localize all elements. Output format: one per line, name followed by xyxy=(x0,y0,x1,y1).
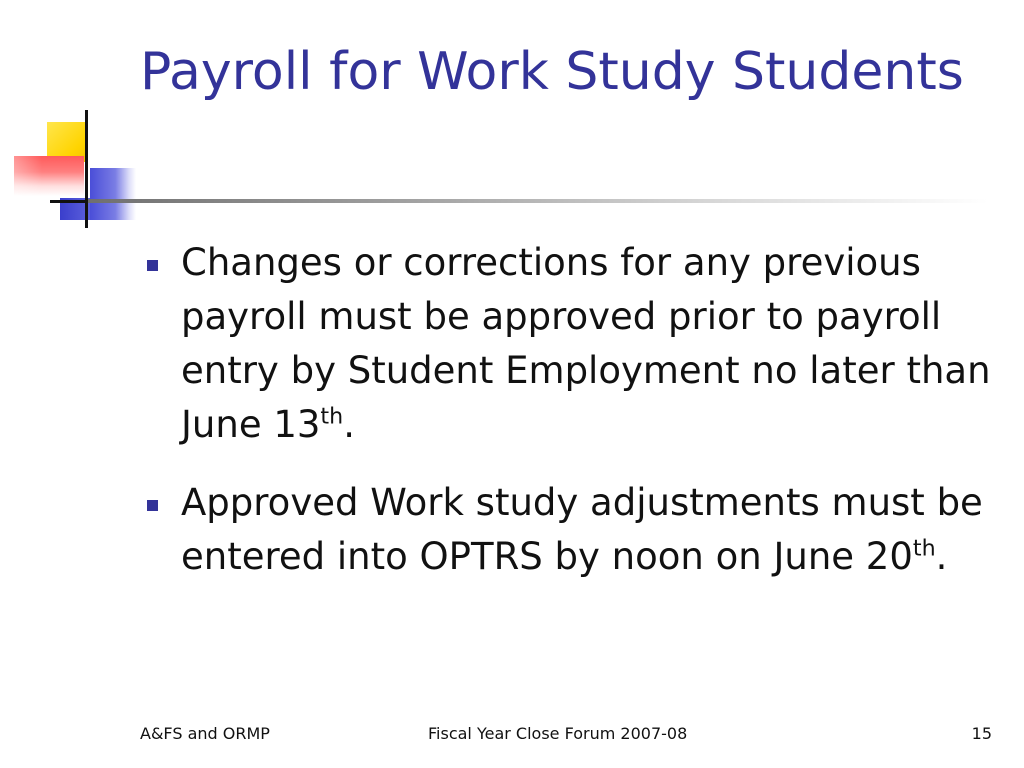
title-divider xyxy=(88,199,988,203)
logo-blue-square xyxy=(90,168,136,220)
bullet-square-icon xyxy=(147,260,158,271)
ordinal-superscript: th xyxy=(912,535,936,562)
slide-title: Payroll for Work Study Students xyxy=(140,42,964,102)
bullet-list xyxy=(142,236,1002,584)
bullet-square-icon xyxy=(147,500,158,511)
slide-footer xyxy=(0,724,1024,748)
bullet-text: Approved Work study adjustments must be entered into OPTRS by noon on June 20th. xyxy=(181,481,983,578)
slide-number: 15 xyxy=(971,724,992,743)
bullet-item xyxy=(142,236,1002,452)
bullet-item xyxy=(142,476,1002,584)
bullet-text: Changes or corrections for any previous payroll must be approved prior to payroll entry by Student Employment no later than June 13th. xyxy=(181,241,991,446)
ordinal-superscript: th xyxy=(320,403,344,430)
footer-event-title: Fiscal Year Close Forum 2007-08 xyxy=(428,724,688,743)
logo-vertical-line xyxy=(85,110,88,228)
logo-red-square xyxy=(14,156,84,196)
footer-organization: A&FS and ORMP xyxy=(140,724,270,743)
decorative-logo xyxy=(0,0,140,240)
